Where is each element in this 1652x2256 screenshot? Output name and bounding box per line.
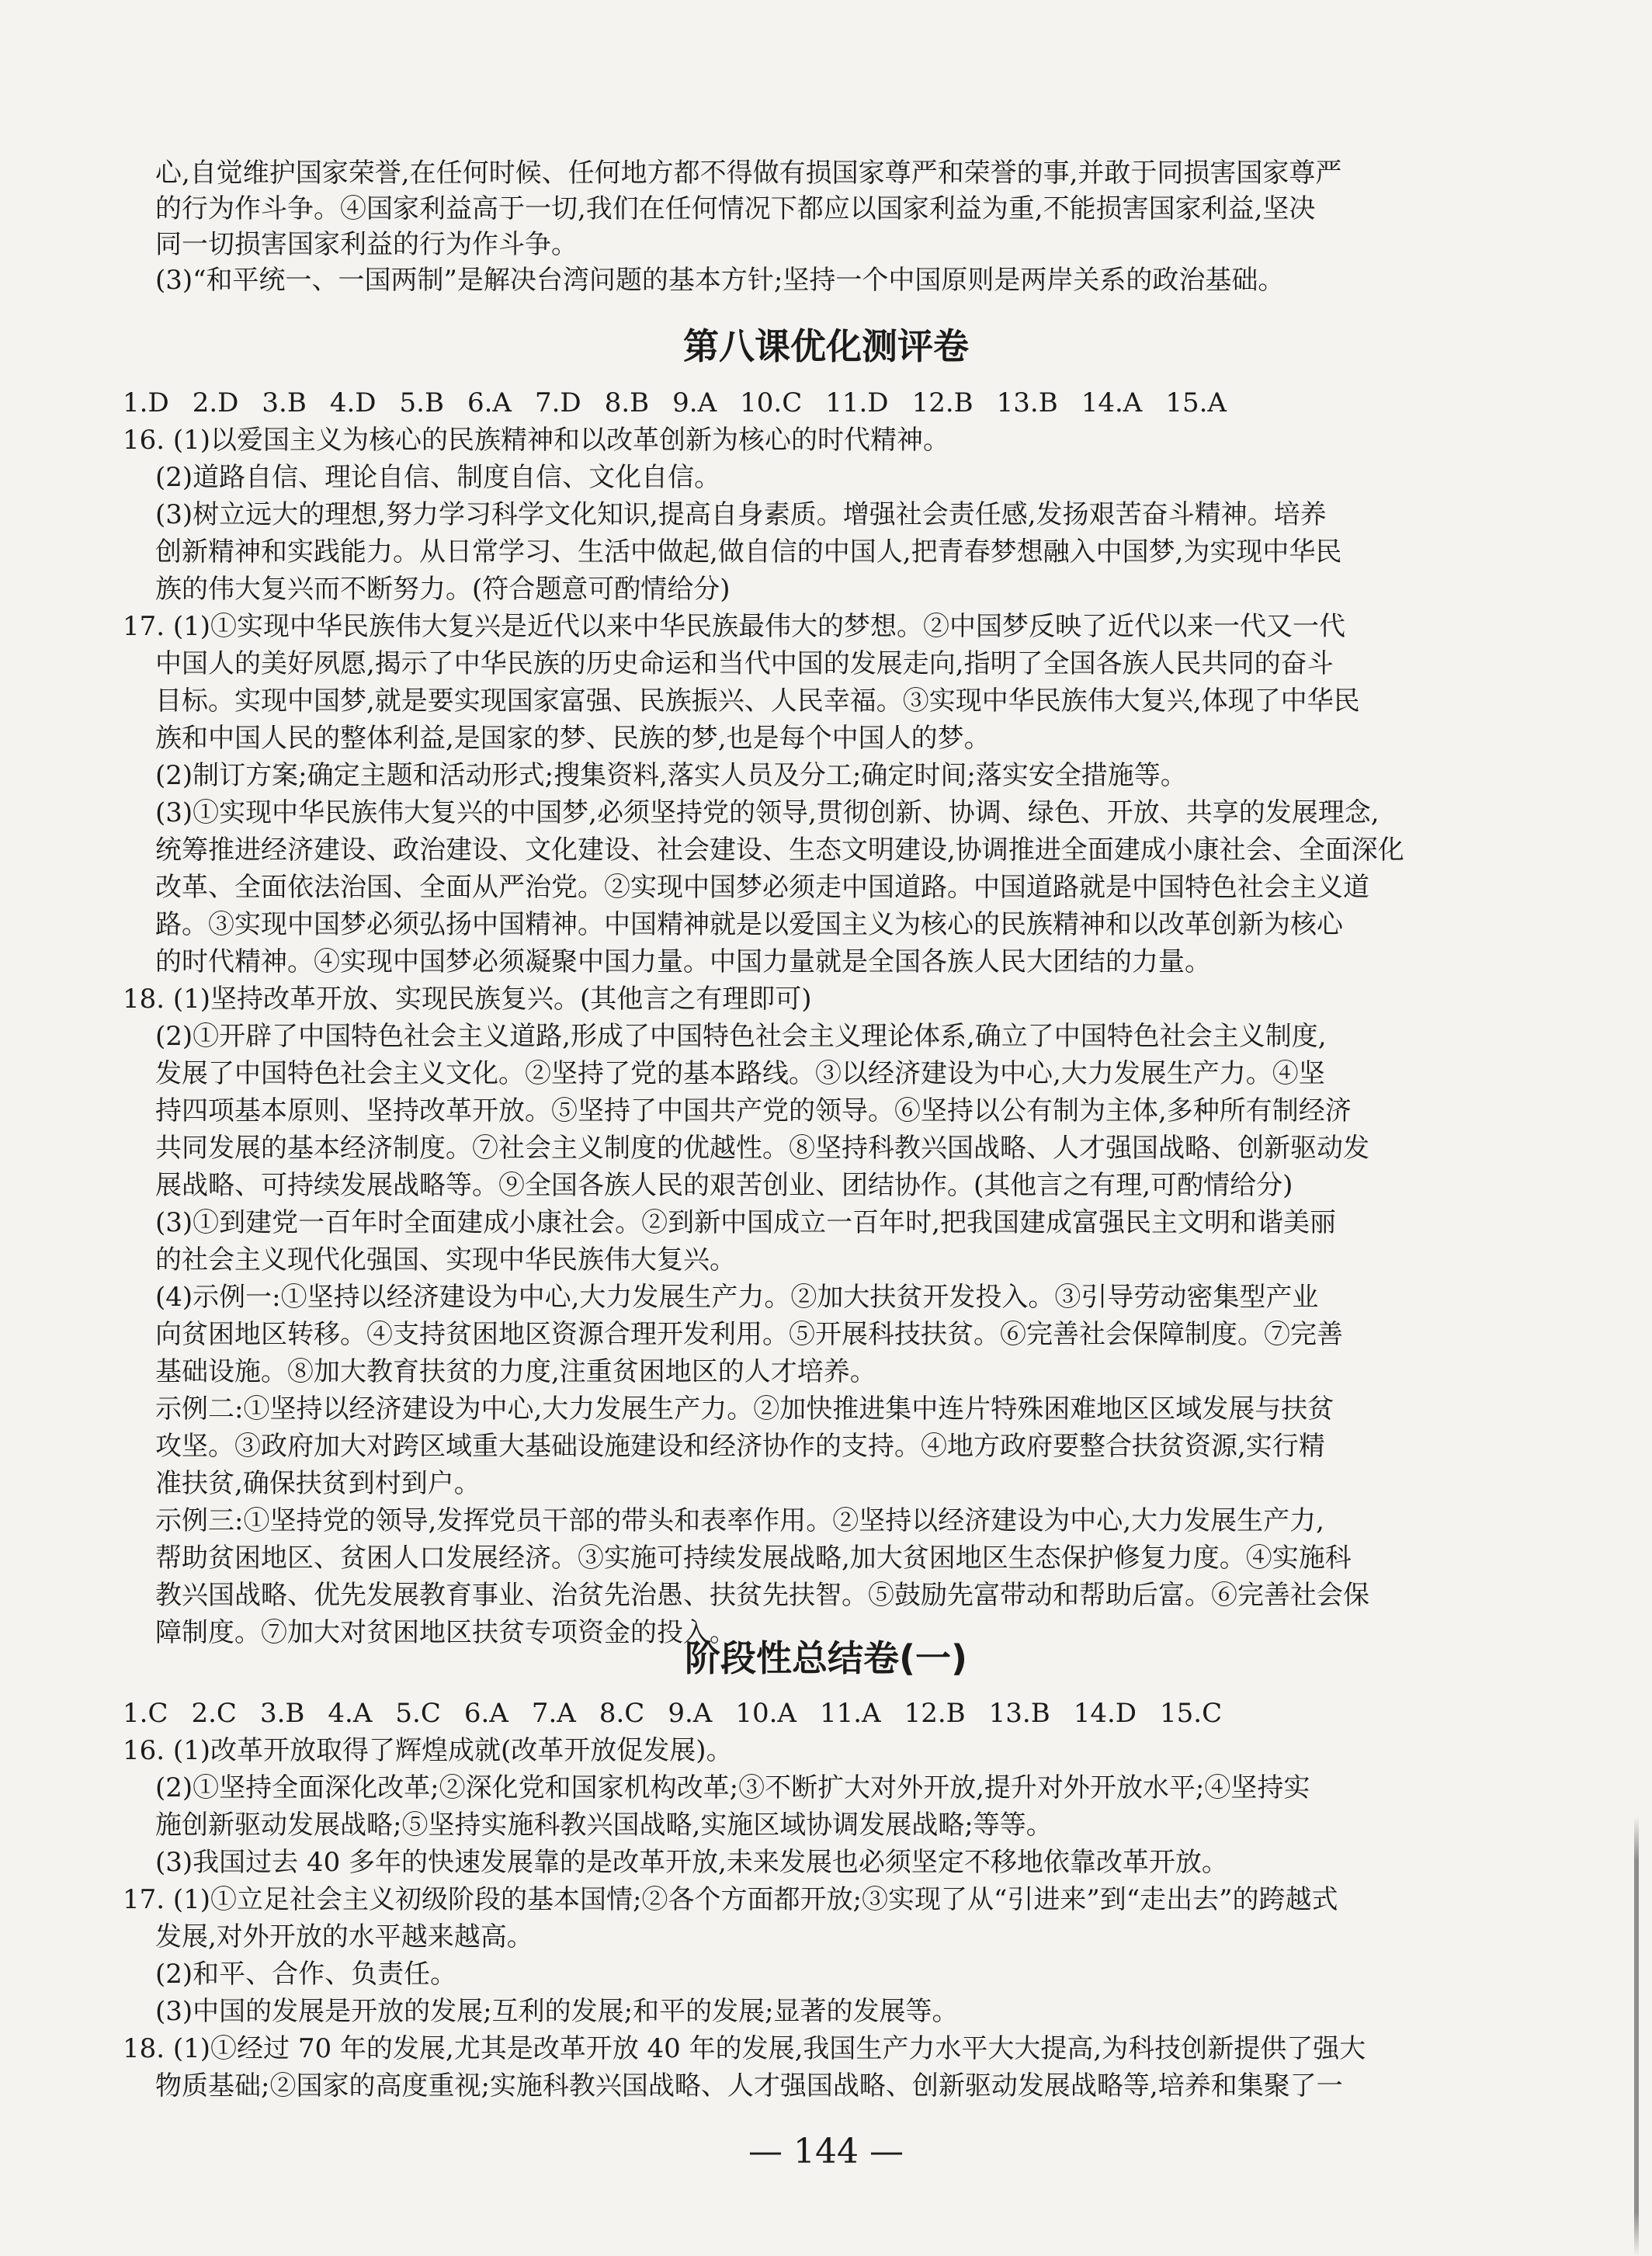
- answer-item: 8.B: [604, 387, 650, 418]
- answer-item: 3.B: [259, 1698, 305, 1729]
- answer-item: 6.A: [463, 1698, 508, 1729]
- text-line: 教兴国战略、优先发展教育事业、治贫先治愚、扶贫先扶智。⑤鼓励先富带动和帮助后富。⑥完善社会保: [155, 1580, 1369, 1611]
- text-line: (3)中国的发展是开放的发展;互利的发展;和平的发展;显著的发展等。: [155, 1996, 959, 2027]
- answer-item: 5.C: [395, 1698, 441, 1729]
- question-line: 18. (1)坚持改革开放、实现民族复兴。(其他言之有理即可): [123, 984, 812, 1015]
- answer-row: [123, 1695, 1245, 1731]
- answer-item: 12.B: [904, 1698, 966, 1729]
- question-line: 17. (1)①实现中华民族伟大复兴是近代以来中华民族最伟大的梦想。②中国梦反映了近代以来一代又一代: [123, 611, 1346, 642]
- text-line: 族和中国人民的整体利益,是国家的梦、民族的梦,也是每个中国人的梦。: [155, 723, 991, 754]
- answer-item: 2.C: [191, 1698, 237, 1729]
- text-line: 发展了中国特色社会主义文化。②坚持了党的基本路线。③以经济建设为中心,大力发展生产力。④坚: [155, 1058, 1325, 1089]
- text-line: 统筹推进经济建设、政治建设、文化建设、社会建设、生态文明建设,协调推进全面建成小康社会、全面深化: [155, 835, 1404, 866]
- text-line: 改革、全面依法治国、全面从严治党。②实现中国梦必须走中国道路。中国道路就是中国特色社会主义道: [155, 872, 1369, 903]
- answer-item: 10.A: [735, 1698, 796, 1729]
- answer-item: 2.D: [192, 387, 239, 418]
- answer-item: 13.B: [996, 387, 1058, 418]
- text-line: 的社会主义现代化强国、实现中华民族伟大复兴。: [155, 1244, 736, 1276]
- answer-item: 9.A: [668, 1698, 713, 1729]
- answer-item: 8.C: [599, 1698, 645, 1729]
- page-number: — 144 —: [748, 2132, 904, 2171]
- question-line: 16. (1)改革开放取得了辉煌成就(改革开放促发展)。: [123, 1735, 733, 1766]
- text-line: (2)①开辟了中国特色社会主义道路,形成了中国特色社会主义理论体系,确立了中国特色社会主义制度,: [155, 1021, 1327, 1052]
- answer-item: 7.D: [534, 387, 581, 418]
- question-line: 17. (1)①立足社会主义初级阶段的基本国情;②各个方面都开放;③实现了从“引进来”到“走出去”的跨越式: [123, 1884, 1338, 1915]
- text-line: (3)树立远大的理想,努力学习科学文化知识,提高自身素质。增强社会责任感,发扬艰苦奋斗精神。培养: [155, 499, 1327, 530]
- text-line: 共同发展的基本经济制度。⑦社会主义制度的优越性。⑧坚持科教兴国战略、人才强国战略、创新驱动发: [155, 1133, 1369, 1164]
- answer-item: 12.B: [911, 387, 974, 418]
- text-line: 心,自觉维护国家荣誉,在任何时候、任何地方都不得做有损国家尊严和荣誉的事,并敢于同损害国家尊严: [155, 158, 1342, 189]
- answer-item: 6.A: [467, 387, 512, 418]
- text-line: 创新精神和实践能力。从日常学习、生活中做起,做自信的中国人,把青春梦想融入中国梦,为实现中华民: [155, 536, 1342, 567]
- answer-item: 15.A: [1165, 387, 1227, 418]
- text-line: 攻坚。③政府加大对跨区域重大基础设施建设和经济协作的支持。④地方政府要整合扶贫资源,实行精: [155, 1431, 1325, 1462]
- text-line: 发展,对外开放的水平越来越高。: [155, 1921, 533, 1952]
- text-line: 向贫困地区转移。④支持贫困地区资源合理开发利用。⑤开展科技扶贫。⑥完善社会保障制度。⑦完善: [155, 1319, 1343, 1350]
- question-line: 16. (1)以爱国主义为核心的民族精神和以改革创新为核心的时代精神。: [123, 425, 950, 456]
- text-line: (3)“和平统一、一国两制”是解决台湾问题的基本方针;坚持一个中国原则是两岸关系的政治基础。: [155, 265, 1285, 296]
- text-line: 准扶贫,确保扶贫到村到户。: [155, 1468, 481, 1499]
- scan-edge-shadow: [1634, 1817, 1639, 2256]
- text-line: (3)①到建党一百年时全面建成小康社会。②到新中国成立一百年时,把我国建成富强民主文明和谐美丽: [155, 1207, 1336, 1238]
- answer-item: 4.D: [329, 387, 377, 418]
- answer-row: [123, 385, 1250, 421]
- text-line: 示例三:①坚持党的领导,发挥党员干部的带头和表率作用。②坚持以经济建设为中心,大力发展生产力,: [155, 1505, 1324, 1536]
- section-title: 第八课优化测评卷: [683, 325, 969, 367]
- answer-item: 11.A: [819, 1698, 881, 1729]
- answer-item: 1.D: [123, 387, 169, 418]
- text-line: 施创新驱动发展战略;⑤坚持实施科教兴国战略,实施区域协调发展战略;等等。: [155, 1810, 1053, 1841]
- text-line: 基础设施。⑧加大教育扶贫的力度,注重贫困地区的人才培养。: [155, 1356, 876, 1387]
- text-line: 示例二:①坚持以经济建设为中心,大力发展生产力。②加快推进集中连片特殊困难地区区域发展与扶贫: [155, 1394, 1334, 1425]
- text-line: 帮助贫困地区、贫困人口发展经济。③实施可持续发展战略,加大贫困地区生态保护修复力度。④实施科: [155, 1543, 1352, 1574]
- text-line: 目标。实现中国梦,就是要实现国家富强、民族振兴、人民幸福。③实现中华民族伟大复兴,体现了中华民: [155, 685, 1360, 717]
- text-line: (3)①实现中华民族伟大复兴的中国梦,必须坚持党的领导,贯彻创新、协调、绿色、开放、共享的发展理念,: [155, 797, 1380, 828]
- text-line: (4)示例一:①坚持以经济建设为中心,大力发展生产力。②加大扶贫开发投入。③引导劳动密集型产业: [155, 1282, 1319, 1313]
- question-line: 18. (1)①经过 70 年的发展,尤其是改革开放 40 年的发展,我国生产力水平大大提高,为科技创新提供了强大: [123, 2033, 1366, 2064]
- text-line: 物质基础;②国家的高度重视;实施科教兴国战略、人才强国战略、创新驱动发展战略等,培养和集聚了一: [155, 2070, 1343, 2102]
- text-line: 的行为作斗争。④国家利益高于一切,我们在任何情况下都应以国家利益为重,不能损害国家利益,坚决: [155, 193, 1316, 224]
- text-line: (2)①坚持全面深化改革;②深化党和国家机构改革;③不断扩大对外开放,提升对外开放水平;④坚持实: [155, 1772, 1310, 1803]
- text-line: 中国人的美好夙愿,揭示了中华民族的历史命运和当代中国的发展走向,指明了全国各族人民共同的奋斗: [155, 648, 1334, 679]
- answer-item: 13.B: [988, 1698, 1050, 1729]
- answer-item: 3.B: [262, 387, 307, 418]
- answer-item: 9.A: [672, 387, 717, 418]
- text-line: (2)制订方案;确定主题和活动形式;搜集资料,落实人员及分工;确定时间;落实安全措施等。: [155, 760, 1187, 791]
- answer-item: 14.A: [1081, 387, 1143, 418]
- answer-item: 10.C: [740, 387, 803, 418]
- answer-item: 14.D: [1073, 1698, 1137, 1729]
- text-line: 的时代精神。④实现中国梦必须凝聚中国力量。中国力量就是全国各族人民大团结的力量。: [155, 946, 1211, 977]
- text-line: 持四项基本原则、坚持改革开放。⑤坚持了中国共产党的领导。⑥坚持以公有制为主体,多种所有制经济: [155, 1095, 1352, 1126]
- answer-item: 1.C: [123, 1698, 168, 1729]
- text-line: 同一切损害国家利益的行为作斗争。: [155, 229, 578, 260]
- text-line: 展战略、可持续发展战略等。⑨全国各族人民的艰苦创业、团结协作。(其他言之有理,可酌情给分): [155, 1170, 1293, 1201]
- answer-item: 11.D: [825, 387, 889, 418]
- section-title: 阶段性总结卷(一): [684, 1637, 968, 1679]
- answer-item: 4.A: [328, 1698, 373, 1729]
- answer-item: 7.A: [531, 1698, 576, 1729]
- answer-item: 5.B: [399, 387, 444, 418]
- text-line: 障制度。⑦加大对贫困地区扶贫专项资金的投入。: [155, 1617, 736, 1648]
- text-line: (2)道路自信、理论自信、制度自信、文化自信。: [155, 462, 721, 493]
- text-line: (3)我国过去 40 多年的快速发展靠的是改革开放,未来发展也必须坚定不移地依靠改革开放。: [155, 1847, 1228, 1878]
- text-line: (2)和平、合作、负责任。: [155, 1959, 457, 1990]
- text-line: 路。③实现中国梦必须弘扬中国精神。中国精神就是以爱国主义为核心的民族精神和以改革创新为核心: [155, 909, 1343, 940]
- text-line: 族的伟大复兴而不断努力。(符合题意可酌情给分): [155, 574, 731, 605]
- answer-item: 15.C: [1160, 1698, 1223, 1729]
